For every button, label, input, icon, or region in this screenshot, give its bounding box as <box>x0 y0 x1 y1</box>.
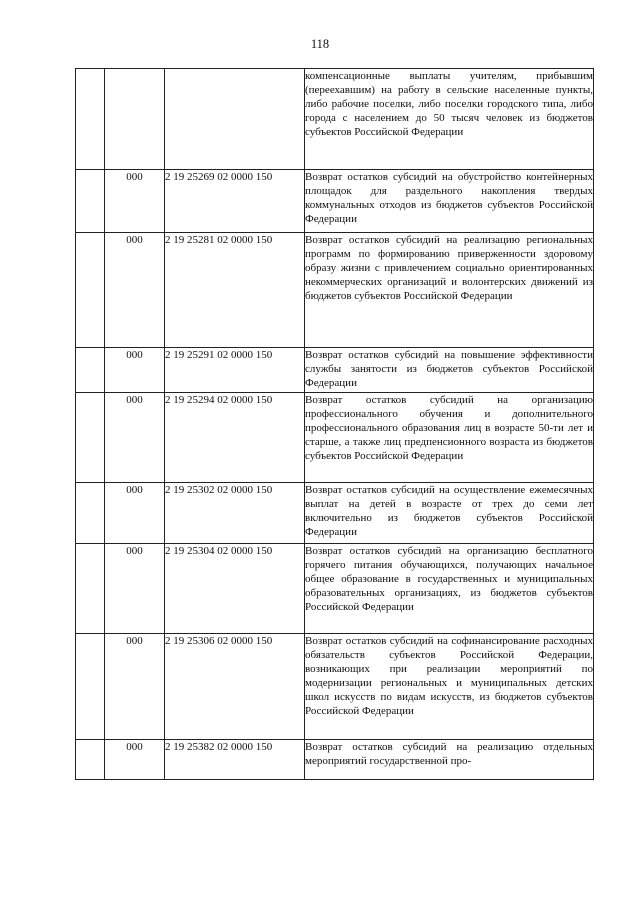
table-row <box>76 634 594 740</box>
row-number-cell <box>76 740 105 780</box>
budget-code-cell: 2 19 25291 02 0000 150 <box>165 348 305 393</box>
budget-code-cell: 2 19 25281 02 0000 150 <box>165 233 305 348</box>
row-number-cell <box>76 69 105 170</box>
table-row <box>76 483 594 544</box>
description-text: Возврат остатков субсидий на софинансирование расходных обязательств субъектов Российской Федерации, возникающих при реализации мероприятий по модернизации региональных и муниципальных детских школ искусств по видам искусств, из бюджетов субъектов Российской Федерации <box>305 635 593 717</box>
description-cell <box>305 233 594 348</box>
admin-code-cell: 000 <box>105 544 165 634</box>
row-number-cell <box>76 393 105 483</box>
description-cell <box>305 69 594 170</box>
description-text: Возврат остатков субсидий на организацию профессионального обучения и дополнительного профессионального образования лиц в возрасте 50-ти лет и старше, а также лиц предпенсионного возраста из бюджетов субъектов Российской Федерации <box>305 394 593 462</box>
description-text: Возврат остатков субсидий на организацию бесплатного горячего питания обучающихся, получающих начальное общее образование в государственных и муниципальных образовательных организациях, из бюджетов субъектов Российской Федерации <box>305 545 593 613</box>
page-number: 118 <box>310 37 330 51</box>
description-text: Возврат остатков субсидий на реализацию региональных программ по формированию приверженности здоровому образу жизни с привлечением социально ориентированных некоммерческих организаций и волонтерских движений из бюджетов субъектов Российской Федерации <box>305 234 593 302</box>
admin-code-cell <box>105 69 165 170</box>
row-number-cell <box>76 348 105 393</box>
budget-code-cell: 2 19 25302 02 0000 150 <box>165 483 305 544</box>
description-cell <box>305 348 594 393</box>
admin-code-cell: 000 <box>105 634 165 740</box>
description-cell <box>305 170 594 233</box>
admin-code-cell: 000 <box>105 483 165 544</box>
description-text: Возврат остатков субсидий на реализацию отдельных мероприятий государственной про- <box>305 741 593 767</box>
budget-code-cell <box>165 69 305 170</box>
budget-code-cell: 2 19 25306 02 0000 150 <box>165 634 305 740</box>
row-number-cell <box>76 634 105 740</box>
admin-code-cell: 000 <box>105 348 165 393</box>
description-text: Возврат остатков субсидий на обустройство контейнерных площадок для раздельного накопления твердых коммунальных отходов из бюджетов субъектов Российской Федерации <box>305 171 593 225</box>
table-row <box>76 393 594 483</box>
description-cell <box>305 483 594 544</box>
budget-code-cell: 2 19 25304 02 0000 150 <box>165 544 305 634</box>
description-cell <box>305 544 594 634</box>
budget-code-cell: 2 19 25294 02 0000 150 <box>165 393 305 483</box>
admin-code-cell: 000 <box>105 233 165 348</box>
table-row <box>76 740 594 780</box>
budget-code-cell: 2 19 25269 02 0000 150 <box>165 170 305 233</box>
table-row <box>76 170 594 233</box>
row-number-cell <box>76 233 105 348</box>
description-cell <box>305 740 594 780</box>
description-cell <box>305 393 594 483</box>
table-row <box>76 544 594 634</box>
budget-codes-table <box>75 68 594 780</box>
table-row <box>76 233 594 348</box>
description-text: Возврат остатков субсидий на повышение эффективности службы занятости из бюджетов субъектов Российской Федерации <box>305 349 593 389</box>
description-cell <box>305 634 594 740</box>
admin-code-cell: 000 <box>105 740 165 780</box>
description-text: компенсационные выплаты учителям, прибывшим (переехавшим) на работу в сельские населенные пункты, либо рабочие поселки, либо поселки городского типа, либо города с населением до 50 тысяч человек из бюджетов субъектов Российской Федерации <box>305 70 593 138</box>
admin-code-cell: 000 <box>105 393 165 483</box>
description-text: Возврат остатков субсидий на осуществление ежемесячных выплат на детей в возрасте от трех до семи лет включительно из бюджетов субъектов Российской Федерации <box>305 484 593 538</box>
table-row <box>76 348 594 393</box>
budget-code-cell: 2 19 25382 02 0000 150 <box>165 740 305 780</box>
row-number-cell <box>76 170 105 233</box>
admin-code-cell: 000 <box>105 170 165 233</box>
row-number-cell <box>76 544 105 634</box>
table-row <box>76 69 594 170</box>
row-number-cell <box>76 483 105 544</box>
